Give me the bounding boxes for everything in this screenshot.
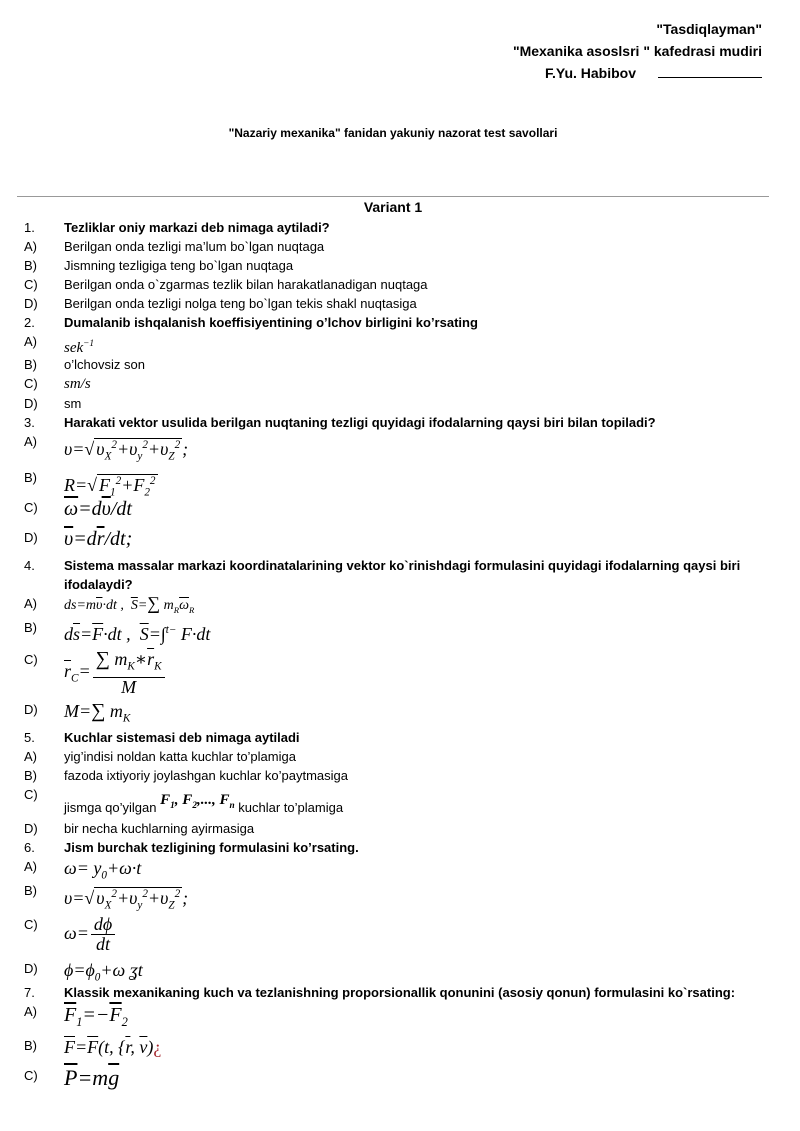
option-formula: $\overline{\upsilon}=d\overline{r}/dt$;: [64, 528, 133, 550]
option-formula: $\omega= y_0+\omega\cdot t$: [64, 858, 142, 882]
option-label: A): [24, 596, 37, 611]
question-1: [0, 218, 800, 237]
question-number: 2.: [24, 315, 35, 330]
option-text: Berilgan onda tezligi ma’lum bo`lgan nuqtaga: [64, 239, 325, 254]
option-3d: [0, 528, 800, 556]
option-3b: [0, 468, 800, 498]
option-label: A): [24, 334, 37, 349]
option-label: D): [24, 702, 38, 717]
question-5: [0, 728, 800, 747]
question-text: Harakati vektor usulida berilgan nuqtaning tezligi quyidagi ifodalarning qaysi biri bilan topiladi?: [64, 415, 656, 430]
question-4: [0, 556, 800, 594]
option-label: B): [24, 357, 37, 372]
option-text: Berilgan onda tezligi nolga teng bo`lgan tekis shakl nuqtasiga: [64, 296, 417, 311]
option-3c: [0, 498, 800, 528]
question-text: Tezliklar oniy markazi deb nimaga aytiladi?: [64, 220, 330, 235]
question-text: Kuchlar sistemasi deb nimaga aytiladi: [64, 730, 300, 745]
option-label: C): [24, 376, 38, 391]
option-label: A): [24, 434, 37, 449]
option-formula: $\overline{F}_1=-\overline{F}_2$: [64, 1004, 128, 1029]
option-label: B): [24, 620, 37, 635]
option-formula: R=√ $F_1^2+F_2^2$: [64, 475, 156, 499]
option-label: C): [24, 277, 38, 292]
option-label: C): [24, 652, 38, 667]
option-label: D): [24, 821, 38, 836]
option-1a: [0, 237, 800, 256]
option-formula: $\overline{P}=m\overline{g}$: [64, 1065, 120, 1090]
question-number: 7.: [24, 985, 35, 1000]
option-label: B): [24, 258, 37, 273]
divider: [17, 196, 769, 197]
question-number: 6.: [24, 840, 35, 855]
approval-line-1: "Tasdiqlayman": [656, 21, 762, 37]
document-title: "Nazariy mexanika" fanidan yakuniy nazorat test savollari: [228, 126, 558, 140]
option-6d: [0, 959, 800, 983]
option-6a: [0, 857, 800, 881]
option-4c: [0, 650, 800, 700]
option-5a: [0, 747, 800, 766]
option-7c: [0, 1066, 800, 1098]
question-3: [0, 413, 800, 432]
option-2c: [0, 374, 800, 394]
option-label: D): [24, 961, 38, 976]
option-text: Berilgan onda o`zgarmas tezlik bilan harakatlanadigan nuqtaga: [64, 277, 428, 292]
option-text: jismga qo’yilgan $F_1$, $F_2$,..., $F_n$ kuchlar to’plamiga: [64, 792, 344, 815]
option-formula: ω= $\frac{d\phi}{dt}$: [64, 915, 800, 959]
option-formula: sek$^{-1}$: [64, 339, 95, 356]
question-number: 3.: [24, 415, 35, 430]
option-label: A): [24, 239, 37, 254]
question-number: 4.: [24, 558, 35, 573]
approval-line-3: [513, 62, 762, 84]
option-label: C): [24, 787, 38, 802]
option-label: B): [24, 768, 37, 783]
option-text: bir necha kuchlarning ayirmasiga: [64, 821, 255, 836]
question-number: 5.: [24, 730, 35, 745]
option-label: D): [24, 296, 38, 311]
option-1b: [0, 256, 800, 275]
option-formula: M=∑ $m_K$: [64, 700, 131, 725]
option-formula: $d\overline{s}=\overline{F}\cdot dt$ , $\overline{S}=\int^{t-}$ F·dt: [64, 624, 211, 644]
option-4b: [0, 618, 800, 650]
option-label: A): [24, 1004, 37, 1019]
option-formula: $\phi=\phi_0+\omega$ ʓt: [64, 960, 143, 984]
option-7a: [0, 1002, 800, 1036]
question-text: Sistema massalar markazi koordinatalarining vektor ko`rinishdagi formulasini quyidagi ifodalarning qaysi biri ifodalaydi?: [64, 558, 741, 592]
option-formula: $\overline{r}_C=$ $\frac{\sum m_K∗\overline{r}_K}{M}$: [64, 650, 800, 700]
option-text: o’lchovsiz son: [64, 357, 145, 372]
option-formula: υ=√ $\upsilon_X^2+\upsilon_y^2+\upsilon_Z^2$ ;: [64, 439, 189, 463]
option-text-before: jismga qo’yilgan: [64, 800, 157, 815]
option-5c: [0, 785, 800, 819]
option-1c: [0, 275, 800, 294]
option-7b: [0, 1036, 800, 1066]
option-2d: [0, 394, 800, 413]
question-text: Jism burchak tezligining formulasini ko’rsating.: [64, 840, 359, 855]
option-label: C): [24, 917, 38, 932]
option-formula: $\overline{F}=\overline{F}(t$, {$\overline{r}$, $\overline{v})¿$: [64, 1037, 162, 1057]
question-text: Dumalanib ishqalanish koeffisiyentining o’lchov birligini ko’rsating: [64, 315, 478, 330]
option-2b: [0, 355, 800, 374]
option-2a: [0, 332, 800, 355]
option-text: yig’indisi noldan katta kuchlar to’plamiga: [64, 749, 296, 764]
variant-heading: Variant 1: [363, 199, 423, 215]
signature-line: [658, 63, 762, 78]
approval-block: [513, 18, 762, 84]
question-text: Klassik mexanikaning kuch va tezlanishning proporsionallik qonunini (asosiy qonun) formulasini ko`rsating:: [64, 985, 736, 1000]
option-4a: [0, 594, 800, 618]
question-6: [0, 838, 800, 857]
question-2: [0, 313, 800, 332]
option-label: A): [24, 859, 37, 874]
option-text: fazoda ixtiyoriy joylashgan kuchlar ko’paytmasiga: [64, 768, 348, 783]
option-label: D): [24, 396, 38, 411]
option-label: A): [24, 749, 37, 764]
option-label: B): [24, 883, 37, 898]
option-6c: [0, 915, 800, 959]
approver-name: F.Yu. Habibov: [544, 65, 636, 81]
question-list: [0, 218, 800, 1098]
option-label: C): [24, 500, 38, 515]
option-6b: [0, 881, 800, 915]
approval-line-2: "Mexanika asoslsri " kafedrasi mudiri: [512, 43, 762, 59]
option-5d: [0, 819, 800, 838]
option-formula: sm/s: [64, 376, 91, 392]
question-7: [0, 983, 800, 1002]
option-label: C): [24, 1068, 38, 1083]
option-text: Jismning tezligiga teng bo`lgan nuqtaga: [64, 258, 294, 273]
option-label: D): [24, 530, 38, 545]
option-4d: [0, 700, 800, 728]
option-formula: $\overline{\omega}=d\overline{\upsilon}/dt$: [64, 498, 132, 520]
option-formula: υ=√ $\upsilon_X^2+\upsilon_y^2+\upsilon_Z^2$ ;: [64, 888, 189, 912]
option-5b: [0, 766, 800, 785]
option-3a: [0, 432, 800, 468]
option-label: B): [24, 470, 37, 485]
option-formula: $ds=m\overline{\upsilon}\cdot dt$ , $\overline{S}=\sum$ $m_R\overline{\omega}_R$: [64, 593, 195, 615]
option-label: B): [24, 1038, 37, 1053]
option-1d: [0, 294, 800, 313]
question-number: 1.: [24, 220, 35, 235]
option-text: sm: [64, 396, 82, 411]
option-text-after: kuchlar to’plamiga: [238, 800, 344, 815]
